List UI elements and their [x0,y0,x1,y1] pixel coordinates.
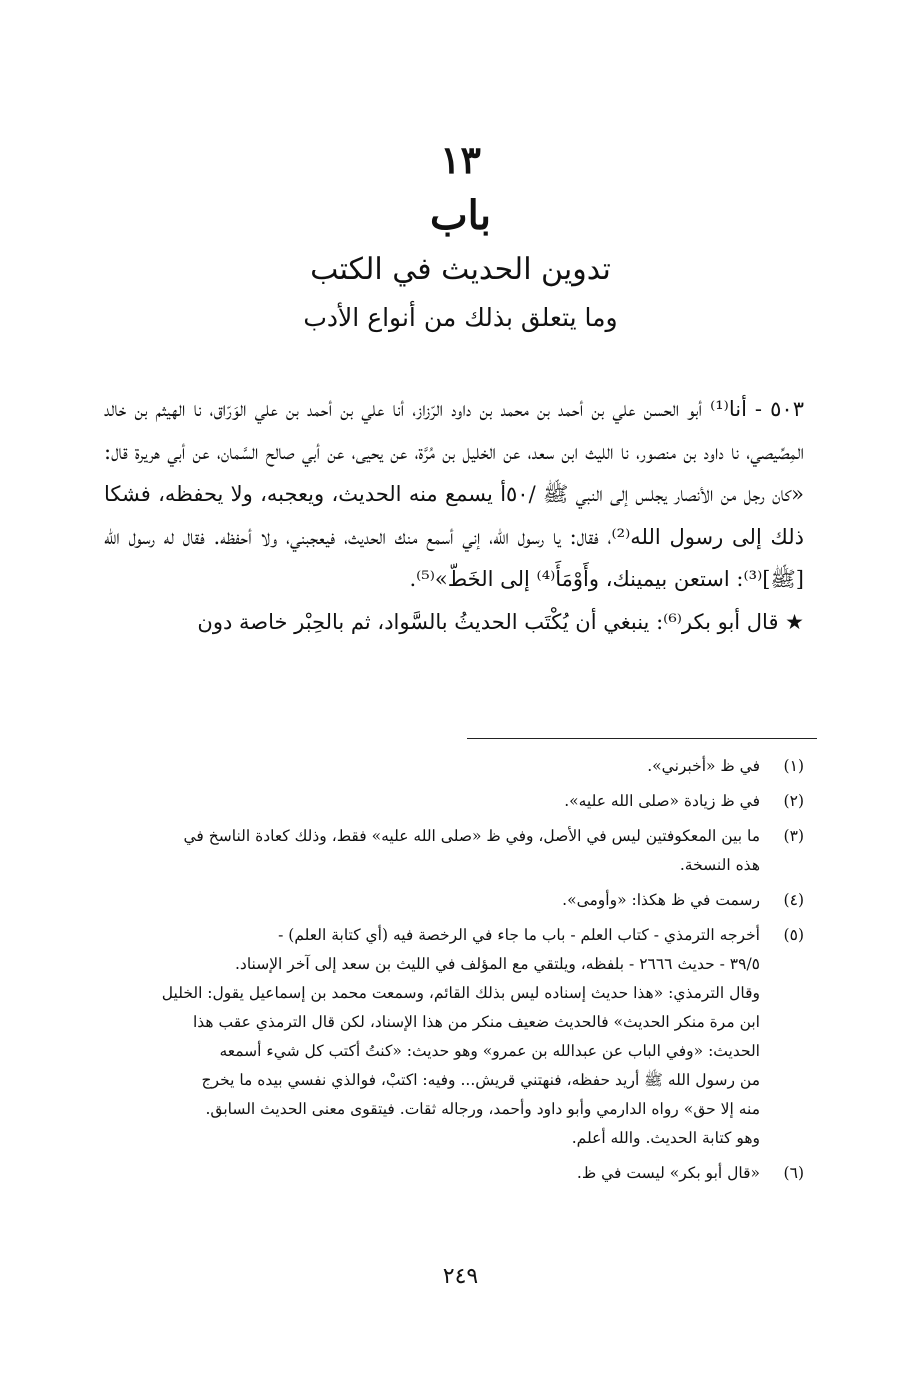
footnote-text [104,886,760,915]
hadith-paragraph [104,388,804,601]
footnote-divider [467,738,817,739]
footnote-text [104,787,760,816]
footnote-text [104,1159,760,1188]
footnote-text [104,921,760,1153]
footnote-line: أخرجه الترمذي - كتاب العلم - باب ما جاء في الرخصة فيه (أي كتابة العلم) - [278,926,760,944]
footnote-line: من رسول الله ﷺ أريد حفظه، فنهتني قريش... وفيه: اكتبْ، فوالذي نفسي بيده ما يخرج [201,1071,760,1089]
footnote-marker: (٢) [783,792,804,810]
chapter-title: تدوين الحديث في الكتب [310,252,611,287]
footnote-3 [104,822,804,880]
footnote-line: وهو كتابة الحديث. والله أعلم. [571,1129,760,1147]
footnote-line: في ظ زيادة «صلى الله عليه». [564,792,760,810]
footnote-line: وقال الترمذي: «هذا حديث إسناده ليس بذلك القائم، وسمعت محمد بن إسماعيل يقول: الخليل [161,984,760,1002]
footnote-line: «قال أبو بكر» ليست في ظ. [576,1164,760,1182]
footnote-marker: (٦) [783,1164,804,1182]
footnote-line: في ظ «أخبرني». [647,757,760,775]
footnote-1 [104,752,804,781]
footnote-line: هذه النسخة. [679,856,760,874]
footnote-4 [104,886,804,915]
footnote-text [104,822,760,880]
footnote-line: ٣٩/٥ - حديث ٢٦٦٦ - بلفظه، ويلتقي مع المؤلف في الليث بن سعد إلى آخر الإسناد. [234,955,760,973]
chapter-heading: باب [430,192,491,239]
footnote-marker: (١) [783,757,804,775]
footnote-2 [104,787,804,816]
footnote-line: ابن مرة منكر الحديث» فالحديث ضعيف منكر من هذا الإسناد، لكن قال الترمذي عقب هذا [192,1013,760,1031]
footnotes-section [104,752,804,1194]
footnote-5 [104,921,804,1153]
hadith-number: ٥٠٣ - [754,397,804,421]
page-number: ٢٤٩ [442,1264,479,1289]
footnote-line: الحديث: «وفي الباب عن عبدالله بن عمرو» وهو حديث: «كنتُ أكتب كل شيء أسمعه [219,1042,760,1060]
footnote-marker: (٥) [783,926,804,944]
footnote-6 [104,1159,804,1188]
editor-note: ★ قال أبو بكر⁽⁶⁾: ينبغي أن يُكْتَب الحديثُ بالسَّواد، ثم بالحِبْر خاصة دون [197,609,804,634]
footnote-line: ما بين المعكوفتين ليس في الأصل، وفي ظ «صلى الله عليه» فقط، وذلك كعادة الناسخ في [183,827,760,845]
footnote-line: منه إلا حق» رواه الدارمي وأبو داود وأحمد، ورجاله ثقات. فيتقوى معنى الحديث السابق. [205,1100,760,1118]
chapter-subtitle: وما يتعلق بذلك من أنواع الأدب [303,303,618,332]
chapter-number: ١٣ [440,137,481,182]
footnote-marker: (٣) [783,827,804,845]
hadith-text: أنا⁽¹⁾ أبو الحسن علي بن أحمد بن محمد بن داود الرّزاز، أنا علي بن أحمد بن علي الوَرّاق، نا الهيثم بن خالد المِصِّيصي، نا داود بن منصور، نا الليث ابن سعد، عن الخليل بن مُرَّة، عن يحيى، عن أبي صالح السَّمان، عن أبي هريرة قال: «كان رجل من الأنصار يجلس إلى النبي ﷺ /٥٠أ يسمع منه الحديث، ويعجبه، ولا يحفظه، فشكا ذلك إلى رسول الله⁽²⁾، فقال: يا رسول الله، إني أسمع منك الحديث، فيعجبني، ولا أحفظه. فقال له رسول الله [ﷺ]⁽³⁾: استعن بيمينك، وأَوْمَأَ⁽⁴⁾ إلى الخَطّ»⁽⁵⁾. [104,397,804,591]
footnote-line: رسمت في ظ هكذا: «وأومى». [562,891,760,909]
footnote-text [104,752,760,781]
footnote-marker: (٤) [783,891,804,909]
main-text [104,388,804,643]
